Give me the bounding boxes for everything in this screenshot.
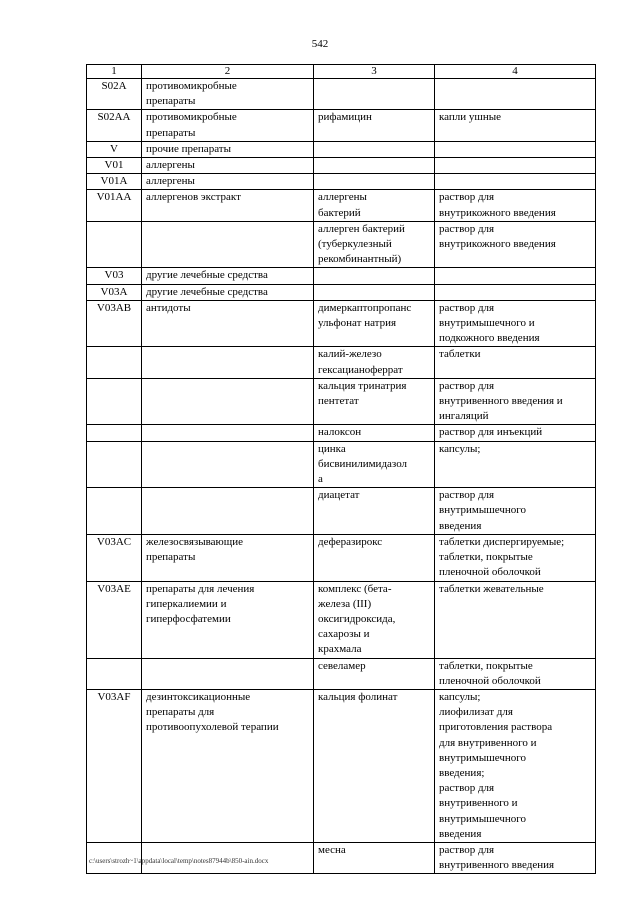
substance-cell bbox=[314, 174, 435, 190]
substance-cell: комплекс (бета- железа (III) оксигидроксида, сахарозы и крахмала bbox=[314, 581, 435, 658]
table-row bbox=[87, 689, 596, 842]
table-row bbox=[87, 141, 596, 157]
table-row bbox=[87, 174, 596, 190]
dosage-form-cell bbox=[435, 141, 596, 157]
dosage-form-cell: раствор для внутрикожного введения bbox=[435, 190, 596, 221]
substance-cell: аллергены бактерий bbox=[314, 190, 435, 221]
dosage-form-cell: таблетки жевательные bbox=[435, 581, 596, 658]
group-name-cell: другие лечебные средства bbox=[142, 268, 314, 284]
table-row bbox=[87, 488, 596, 535]
group-name-cell: аллергены bbox=[142, 174, 314, 190]
dosage-form-cell bbox=[435, 158, 596, 174]
group-name-cell bbox=[142, 425, 314, 441]
atc-code-cell bbox=[87, 441, 142, 488]
group-name-cell: противомикробные препараты bbox=[142, 110, 314, 141]
table-row bbox=[87, 284, 596, 300]
table-row bbox=[87, 347, 596, 378]
substance-cell bbox=[314, 158, 435, 174]
dosage-form-cell: раствор для инъекций bbox=[435, 425, 596, 441]
dosage-form-cell: таблетки, покрытые пленочной оболочкой bbox=[435, 658, 596, 689]
atc-code-cell bbox=[87, 425, 142, 441]
atc-code-cell: V01 bbox=[87, 158, 142, 174]
group-name-cell: противомикробные препараты bbox=[142, 79, 314, 110]
dosage-form-cell: раствор для внутримышечного введения bbox=[435, 488, 596, 535]
group-name-cell: другие лечебные средства bbox=[142, 284, 314, 300]
table-row bbox=[87, 221, 596, 268]
group-name-cell bbox=[142, 488, 314, 535]
atc-code-cell bbox=[87, 488, 142, 535]
group-name-cell: препараты для лечения гиперкалиемии и гиперфосфатемии bbox=[142, 581, 314, 658]
group-name-cell: аллергены bbox=[142, 158, 314, 174]
group-name-cell bbox=[142, 378, 314, 425]
group-name-cell bbox=[142, 441, 314, 488]
column-header: 1 bbox=[87, 65, 142, 79]
table-row bbox=[87, 658, 596, 689]
dosage-form-cell: таблетки bbox=[435, 347, 596, 378]
dosage-form-cell bbox=[435, 79, 596, 110]
substance-cell bbox=[314, 284, 435, 300]
substance-cell bbox=[314, 141, 435, 157]
atc-code-cell: S02AA bbox=[87, 110, 142, 141]
column-header: 2 bbox=[142, 65, 314, 79]
atc-code-cell: V01A bbox=[87, 174, 142, 190]
group-name-cell: антидоты bbox=[142, 300, 314, 347]
atc-code-cell: V03AE bbox=[87, 581, 142, 658]
table-row bbox=[87, 158, 596, 174]
table-row bbox=[87, 268, 596, 284]
table-body bbox=[87, 79, 596, 874]
table-row bbox=[87, 378, 596, 425]
dosage-form-cell: раствор для внутрикожного введения bbox=[435, 221, 596, 268]
substance-cell: цинка бисвинилимидазол а bbox=[314, 441, 435, 488]
substance-cell: налоксон bbox=[314, 425, 435, 441]
dosage-form-cell: раствор для внутримышечного и подкожного введения bbox=[435, 300, 596, 347]
substance-cell bbox=[314, 79, 435, 110]
atc-code-cell: V01AA bbox=[87, 190, 142, 221]
group-name-cell: аллергенов экстракт bbox=[142, 190, 314, 221]
table-row bbox=[87, 534, 596, 581]
atc-code-cell bbox=[87, 378, 142, 425]
table-row bbox=[87, 79, 596, 110]
dosage-form-cell: таблетки диспергируемые; таблетки, покрытые пленочной оболочкой bbox=[435, 534, 596, 581]
group-name-cell: железосвязывающие препараты bbox=[142, 534, 314, 581]
atc-code-cell: V03 bbox=[87, 268, 142, 284]
dosage-form-cell bbox=[435, 284, 596, 300]
substance-cell: кальция фолинат bbox=[314, 689, 435, 842]
atc-code-cell: V03AF bbox=[87, 689, 142, 842]
table-row bbox=[87, 110, 596, 141]
atc-code-cell: V03AB bbox=[87, 300, 142, 347]
dosage-form-cell: капли ушные bbox=[435, 110, 596, 141]
dosage-form-cell: капсулы; лиофилизат для приготовления раствора для внутривенного и внутримышечного введения; раствор для внутривенного и внутримышечного введения bbox=[435, 689, 596, 842]
atc-code-cell: V03AC bbox=[87, 534, 142, 581]
substance-cell: месна bbox=[314, 842, 435, 873]
group-name-cell bbox=[142, 658, 314, 689]
dosage-form-cell bbox=[435, 268, 596, 284]
group-name-cell bbox=[142, 221, 314, 268]
dosage-form-cell: раствор для внутривенного введения bbox=[435, 842, 596, 873]
substance-cell: севеламер bbox=[314, 658, 435, 689]
table-row bbox=[87, 300, 596, 347]
atc-code-cell: V bbox=[87, 141, 142, 157]
column-header: 3 bbox=[314, 65, 435, 79]
atc-code-cell bbox=[87, 221, 142, 268]
substance-cell: димеркаптопропанс ульфонат натрия bbox=[314, 300, 435, 347]
group-name-cell bbox=[142, 347, 314, 378]
substance-cell: калий-железо гексацианоферрат bbox=[314, 347, 435, 378]
table-row bbox=[87, 581, 596, 658]
atc-code-cell bbox=[87, 658, 142, 689]
substance-cell: диацетат bbox=[314, 488, 435, 535]
table-row bbox=[87, 190, 596, 221]
dosage-form-cell: раствор для внутривенного введения и ингаляций bbox=[435, 378, 596, 425]
dosage-form-cell bbox=[435, 174, 596, 190]
table-header-row bbox=[87, 65, 596, 79]
column-header: 4 bbox=[435, 65, 596, 79]
group-name-cell: дезинтоксикационные препараты для противоопухолевой терапии bbox=[142, 689, 314, 842]
substance-cell: кальция тринатрия пентетат bbox=[314, 378, 435, 425]
atc-code-cell: V03A bbox=[87, 284, 142, 300]
footer-file-path: c:\users\strozh~1\appdata\local\temp\notes87944b\850-ain.docx bbox=[89, 857, 269, 865]
substance-cell bbox=[314, 268, 435, 284]
substance-cell: деферазирокс bbox=[314, 534, 435, 581]
atc-code-cell bbox=[87, 347, 142, 378]
table-row bbox=[87, 441, 596, 488]
page-number: 542 bbox=[311, 38, 329, 50]
substance-cell: рифамицин bbox=[314, 110, 435, 141]
group-name-cell: прочие препараты bbox=[142, 141, 314, 157]
substance-cell: аллерген бактерий (туберкулезный рекомбинантный) bbox=[314, 221, 435, 268]
table-row bbox=[87, 425, 596, 441]
atc-code-cell: S02A bbox=[87, 79, 142, 110]
dosage-form-cell: капсулы; bbox=[435, 441, 596, 488]
drug-classification-table bbox=[86, 64, 596, 874]
